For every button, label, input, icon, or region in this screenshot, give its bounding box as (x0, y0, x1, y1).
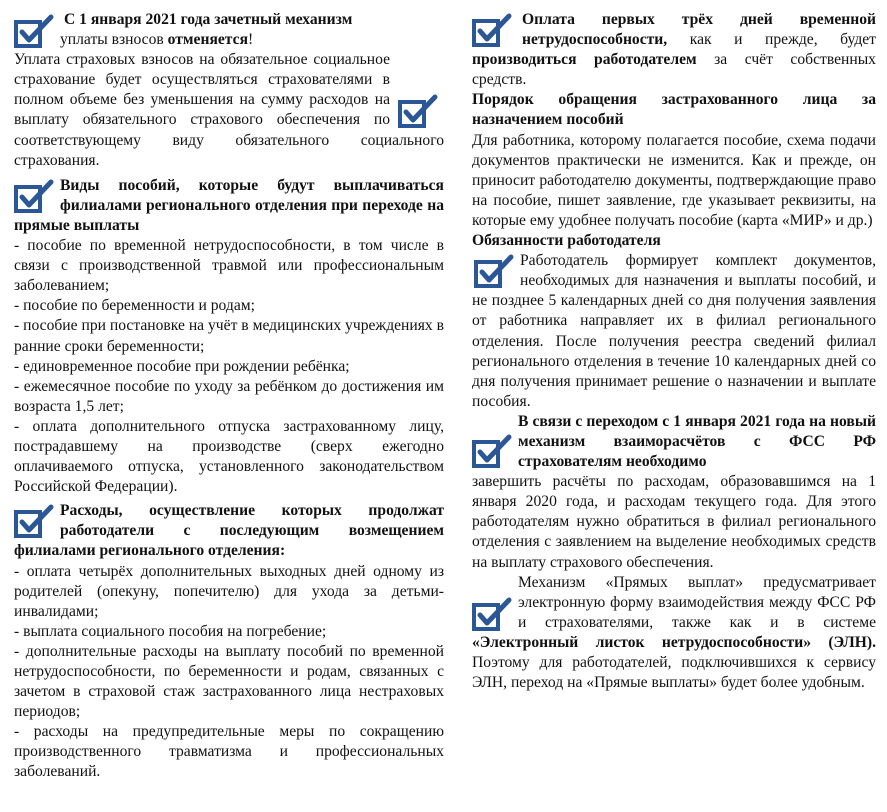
section-first-three-days (472, 10, 876, 90)
mid-text: как и прежде, будет (689, 31, 876, 49)
section-heading: Обязанности работодателя (472, 232, 661, 250)
intro-end: ! (248, 31, 254, 49)
section-benefit-types (14, 176, 444, 498)
checkbox-check-icon (398, 94, 438, 128)
list-item: - пособие по беременности и родам; (14, 297, 255, 315)
section-offset-mechanism (14, 10, 444, 171)
section-heading: Порядок обращения застрахованного лица за назначением пособий (472, 91, 876, 129)
checkbox-check-icon (14, 179, 54, 213)
list-item: - оплата дополнительного отпуска застрахованному лицу, пострадавшему на производстве (сверх ежегодно оплачиваемого отпуска, установленного законодательством Российской Федерации). (14, 417, 444, 496)
left-column (14, 4, 444, 783)
section-employer-expenses (14, 501, 444, 782)
section-body: Работодатель формирует комплект документов, необходимых для назначения и выплаты пособий, и не позднее 5 календарных дней со дня получения заявления от работника направляет их в филиал регионального отделения. После получения реестра сведений филиал регионального отделения в течение 10 календарных дней со дня получения принимает решение о назначении и выплате пособия. (472, 252, 876, 410)
section-direct-payments (472, 573, 876, 694)
section-text (472, 10, 876, 90)
expense-list (14, 562, 444, 783)
checkbox-check-icon (472, 434, 512, 468)
list-item: - оплата четырёх дополнительных выходных дней одному из родителей (опекуну, попечителю) для ухода за детьми-инвалидами; (14, 562, 444, 620)
bold-text: «Электронный листок нетрудоспособности» (ЭЛН). (472, 633, 876, 651)
checkbox-check-icon (472, 597, 512, 631)
intro-mid: уплаты взносов (60, 31, 164, 49)
checkbox-check-icon (14, 14, 54, 48)
section-heading: Виды пособий, которые будут выплачиваться филиалами регионального отделения при переходе на прямые выплаты (14, 176, 444, 234)
section-body (472, 573, 876, 694)
checkbox-check-icon (474, 254, 514, 288)
section-heading: Расходы, осуществление которых продолжат работодатели с последующим возмещением филиалами регионального отделения: (14, 502, 444, 560)
checkbox-check-icon (14, 504, 54, 538)
section-settlement-transition (472, 412, 876, 573)
section-body: Для работника, которому полагается пособие, схема подачи документов практически не изменится. Как и прежде, он приносит работодателю документы, подтверждающие право на пособие, пишет заявление, где указывает реквизиты, на которые ему удобнее получать пособие (карта «МИР» и др.) (472, 131, 876, 229)
list-item: - выплата социального пособия на погребение; (14, 622, 327, 640)
section-intro (14, 10, 444, 50)
list-item: - ежемесячное пособие по уходу за ребёнком до достижения им возраста 1,5 лет; (14, 377, 444, 415)
bold-text: производиться работодателем (472, 51, 697, 69)
end-text: за счёт собственных средств. (472, 51, 876, 89)
section-body: завершить расчёты по расходам, образовавшимся на 1 января 2020 года, и расходам текущего года. Для этого работодателям нужно обратиться в филиал регионального отделения с заявлением на выделение необходимых средств на выплату страхового обеспечения. (472, 473, 876, 571)
list-item: - единовременное пособие при рождении ребёнка; (14, 357, 350, 375)
section-body: Уплата страховых взносов на обязательное социальное страхование будет осуществляться страхователями в полном объеме без уменьшения на сумму расходов на выплату обязательного страхового обеспечения по соответствующему виду обязательного социального страхования. (14, 51, 444, 169)
right-column (472, 4, 876, 693)
intro-bold: С 1 января 2021 года зачетный механизм (64, 11, 353, 28)
section-heading: В связи с переходом с 1 января 2021 года на новый механизм взаиморасчётов с ФСС РФ страхователям необходимо (518, 412, 876, 471)
bold-text: Оплата первых трёх дней временной нетрудоспособности, (522, 11, 876, 49)
intro-bold2: отменяется (167, 31, 249, 49)
list-item: - дополнительные расходы на выплату пособий по временной нетрудоспособности, по беременности и родам, связанных с зачетом в страховой стаж застрахованного лица нестраховых периодов; (14, 642, 444, 721)
body-text: Механизм «Прямых выплат» предусматривает электронную форму взаимодействия между ФСС РФ и страхователями, также как и в системе (518, 573, 876, 631)
list-item: - пособие по временной нетрудоспособности, в том числе в связи с производственной травмой или профессиональным заболеванием; (14, 237, 444, 295)
section-employer-duties (472, 231, 876, 412)
list-item: - расходы на предупредительные меры по сокращению производственного травматизма и профессиональных заболеваний. (14, 723, 444, 781)
list-item: - пособие при постановке на учёт в медицинских учреждениях в ранние сроки беременности; (14, 317, 444, 355)
section-application-procedure (472, 90, 876, 231)
body-text: Поэтому для работодателей, подключившихся к сервису ЭЛН, переход на «Прямые выплаты» будет более удобным. (472, 654, 876, 692)
checkbox-check-icon (472, 13, 512, 47)
benefit-list (14, 236, 444, 497)
